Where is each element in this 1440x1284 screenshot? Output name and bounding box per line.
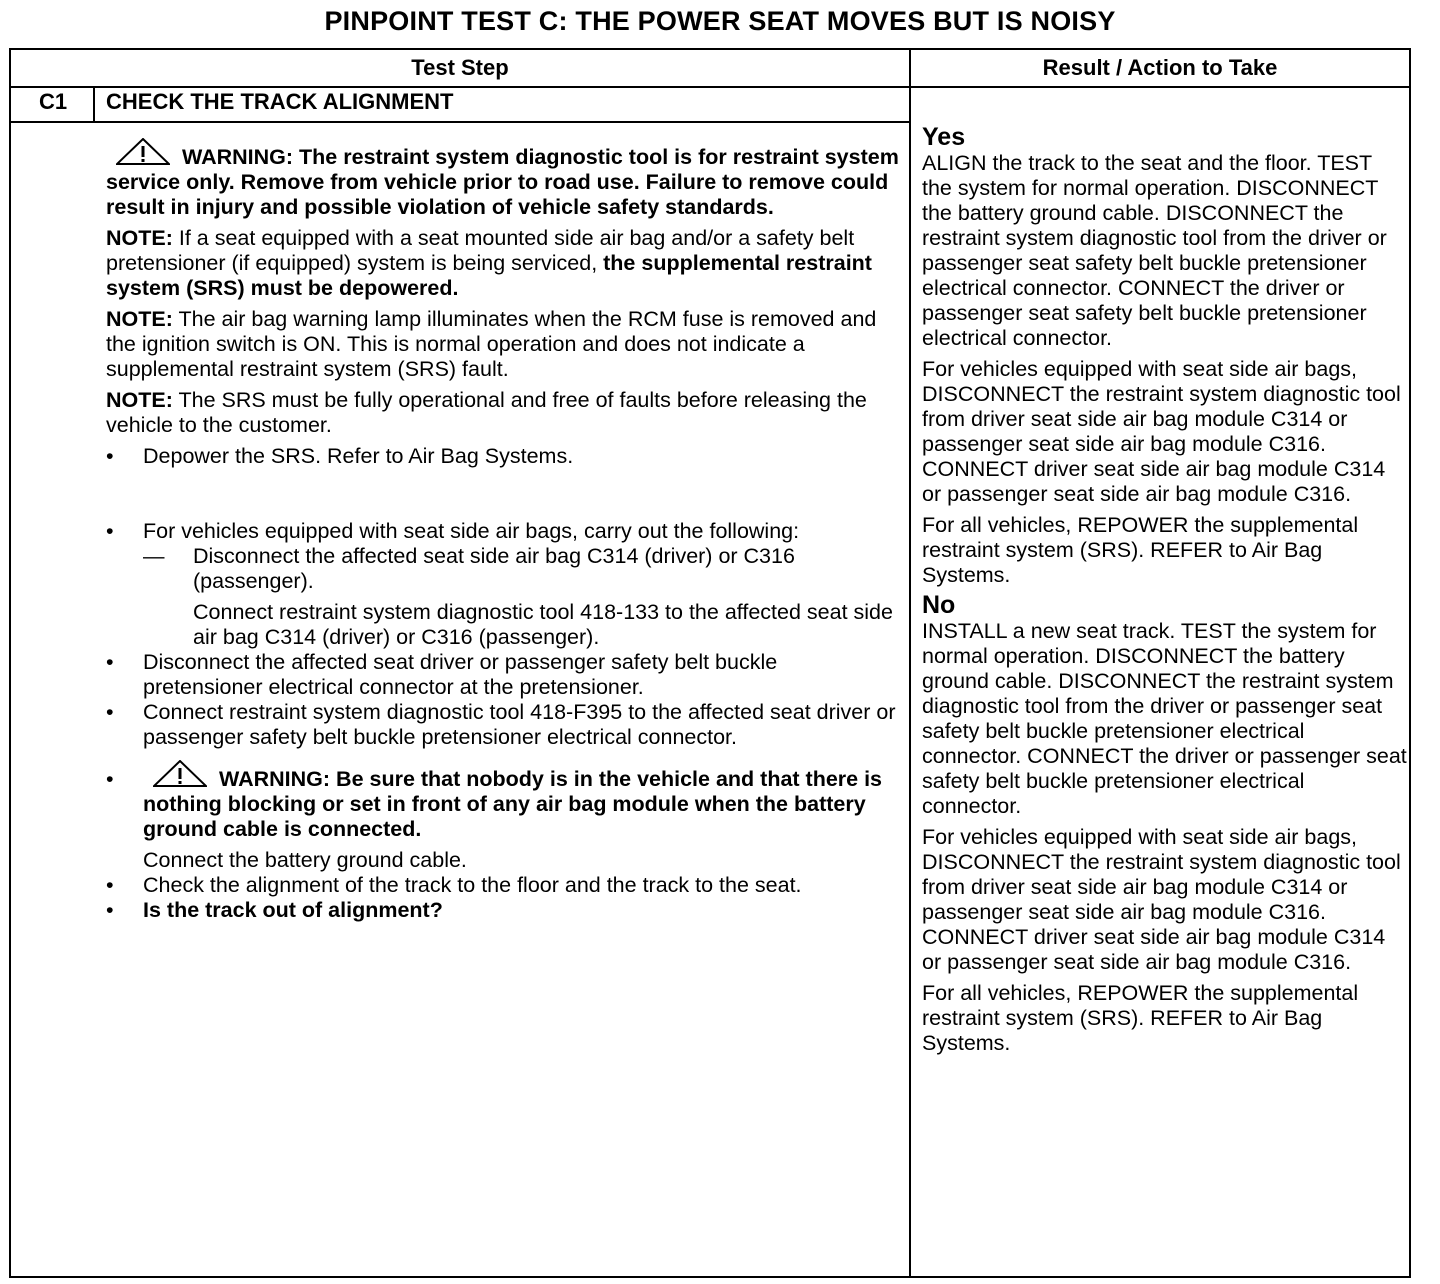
step-title: CHECK THE TRACK ALIGNMENT: [106, 89, 454, 114]
list-item-text: For vehicles equipped with seat side air bags, carry out the following:: [143, 519, 800, 543]
list-item-text: Connect restraint system diagnostic tool 418-F395 to the affected seat driver or passenger safety belt buckle pretensioner electrical connector.: [143, 700, 896, 749]
bullet: •: [106, 898, 114, 922]
list-item: [106, 700, 902, 750]
no-action-1: INSTALL a new seat track. TEST the system for normal operation. DISCONNECT the battery ground cable. DISCONNECT the restraint system diagnostic tool from the driver or passenger seat safety belt buckle pretensioner electrical connector. CONNECT the driver or passenger seat safety belt buckle pretensioner electrical connector.: [922, 619, 1407, 818]
yes-action-3: For all vehicles, REPOWER the supplemental restraint system (SRS). REFER to Air Bag Systems.: [922, 513, 1359, 587]
no-action-2: For vehicles equipped with seat side air bags, DISCONNECT the restraint system diagnostic tool from driver seat side air bag module C314 or passenger seat side air bag module C316. CONNECT driver seat side air bag module C314 or passenger seat side air bag module C316.: [922, 825, 1401, 974]
note-3: [106, 388, 902, 438]
warning-text: WARNING: The restraint system diagnostic tool is for restraint system service only. Remove from vehicle prior to road use. Failure to remove could result in injury and possible violation of vehicle safety standards.: [106, 145, 899, 219]
header-test-step: Test Step: [411, 55, 509, 80]
list-item: [106, 444, 902, 469]
list-item-text: Check the alignment of the track to the floor and the track to the seat.: [143, 873, 802, 897]
bullet: •: [106, 873, 114, 897]
list-item-text: Connect the battery ground cable.: [143, 848, 467, 872]
no-action-3: For all vehicles, REPOWER the supplemental restraint system (SRS). REFER to Air Bag Systems.: [922, 981, 1359, 1055]
bullet: •: [106, 519, 114, 543]
note-label: NOTE:: [106, 388, 173, 412]
warning-block: [106, 138, 902, 220]
list-item: [106, 650, 902, 700]
note-label: NOTE:: [106, 226, 173, 250]
list-item-text: Depower the SRS. Refer to Air Bag Systems.: [143, 444, 574, 468]
list-item: [106, 760, 902, 873]
step-title-divider: [9, 121, 910, 123]
sub-list-item: [106, 544, 902, 594]
bullet: •: [106, 700, 114, 724]
header-result-action: Result / Action to Take: [1042, 55, 1278, 80]
warning-triangle-icon: [116, 138, 170, 166]
sub-list-item-text: Disconnect the affected seat side air bag C314 (driver) or C316 (passenger).: [193, 544, 795, 593]
note-label: NOTE:: [106, 307, 173, 331]
no-label: No: [922, 591, 956, 619]
list-item: [106, 873, 902, 898]
bullet: •: [106, 650, 114, 674]
column-divider: [909, 48, 911, 1278]
step-id: C1: [38, 89, 68, 114]
warning-triangle-icon: [153, 760, 207, 788]
test-step-content: [106, 138, 902, 923]
list-item: [106, 898, 902, 923]
note-2: [106, 307, 902, 382]
list-item: [106, 519, 902, 544]
yes-action-1: ALIGN the track to the seat and the floor. TEST the system for normal operation. DISCONNECT the battery ground cable. DISCONNECT the restraint system diagnostic tool from the driver or passenger seat safety belt buckle pretensioner electrical connector. CONNECT the driver or passenger seat safety belt buckle pretensioner electrical connector.: [922, 151, 1387, 350]
header-divider: [9, 86, 1411, 88]
page-title: PINPOINT TEST C: THE POWER SEAT MOVES BUT IS NOISY: [324, 6, 1116, 36]
bullet: •: [106, 767, 114, 791]
note-bold-text: the supplemental restraint system (SRS) must be depowered.: [106, 251, 872, 300]
warning-text: WARNING: Be sure that nobody is in the vehicle and that there is nothing blocking or set in front of any air bag module when the battery ground cable is connected.: [143, 767, 883, 841]
question-text: Is the track out of alignment?: [143, 898, 443, 922]
bullet: •: [106, 444, 114, 468]
warning-block: [143, 760, 902, 842]
note-1: [106, 226, 902, 301]
sub-list-paragraph: Connect restraint system diagnostic tool 418-133 to the affected seat side air bag C314 (driver) or C316 (passenger).: [193, 600, 893, 649]
note-text: The air bag warning lamp illuminates when the RCM fuse is removed and the ignition switch is ON. This is normal operation and does not indicate a supplemental restraint system (SRS) fault.: [106, 307, 877, 381]
note-text: The SRS must be fully operational and free of faults before releasing the vehicle to the customer.: [106, 388, 867, 437]
yes-action-2: For vehicles equipped with seat side air bags, DISCONNECT the restraint system diagnostic tool from driver seat side air bag module C314 or passenger seat side air bag module C316. CONNECT driver seat side air bag module C314 or passenger seat side air bag module C316.: [922, 357, 1401, 506]
result-content: [922, 124, 1407, 1056]
list-item-text: Disconnect the affected seat driver or passenger safety belt buckle pretensioner electrical connector at the pretensioner.: [143, 650, 778, 699]
dash: —: [143, 544, 165, 568]
note-text: If a seat equipped with a seat mounted side air bag and/or a safety belt pretensioner (if equipped) system is being serviced,: [106, 226, 855, 275]
yes-label: Yes: [922, 123, 966, 151]
